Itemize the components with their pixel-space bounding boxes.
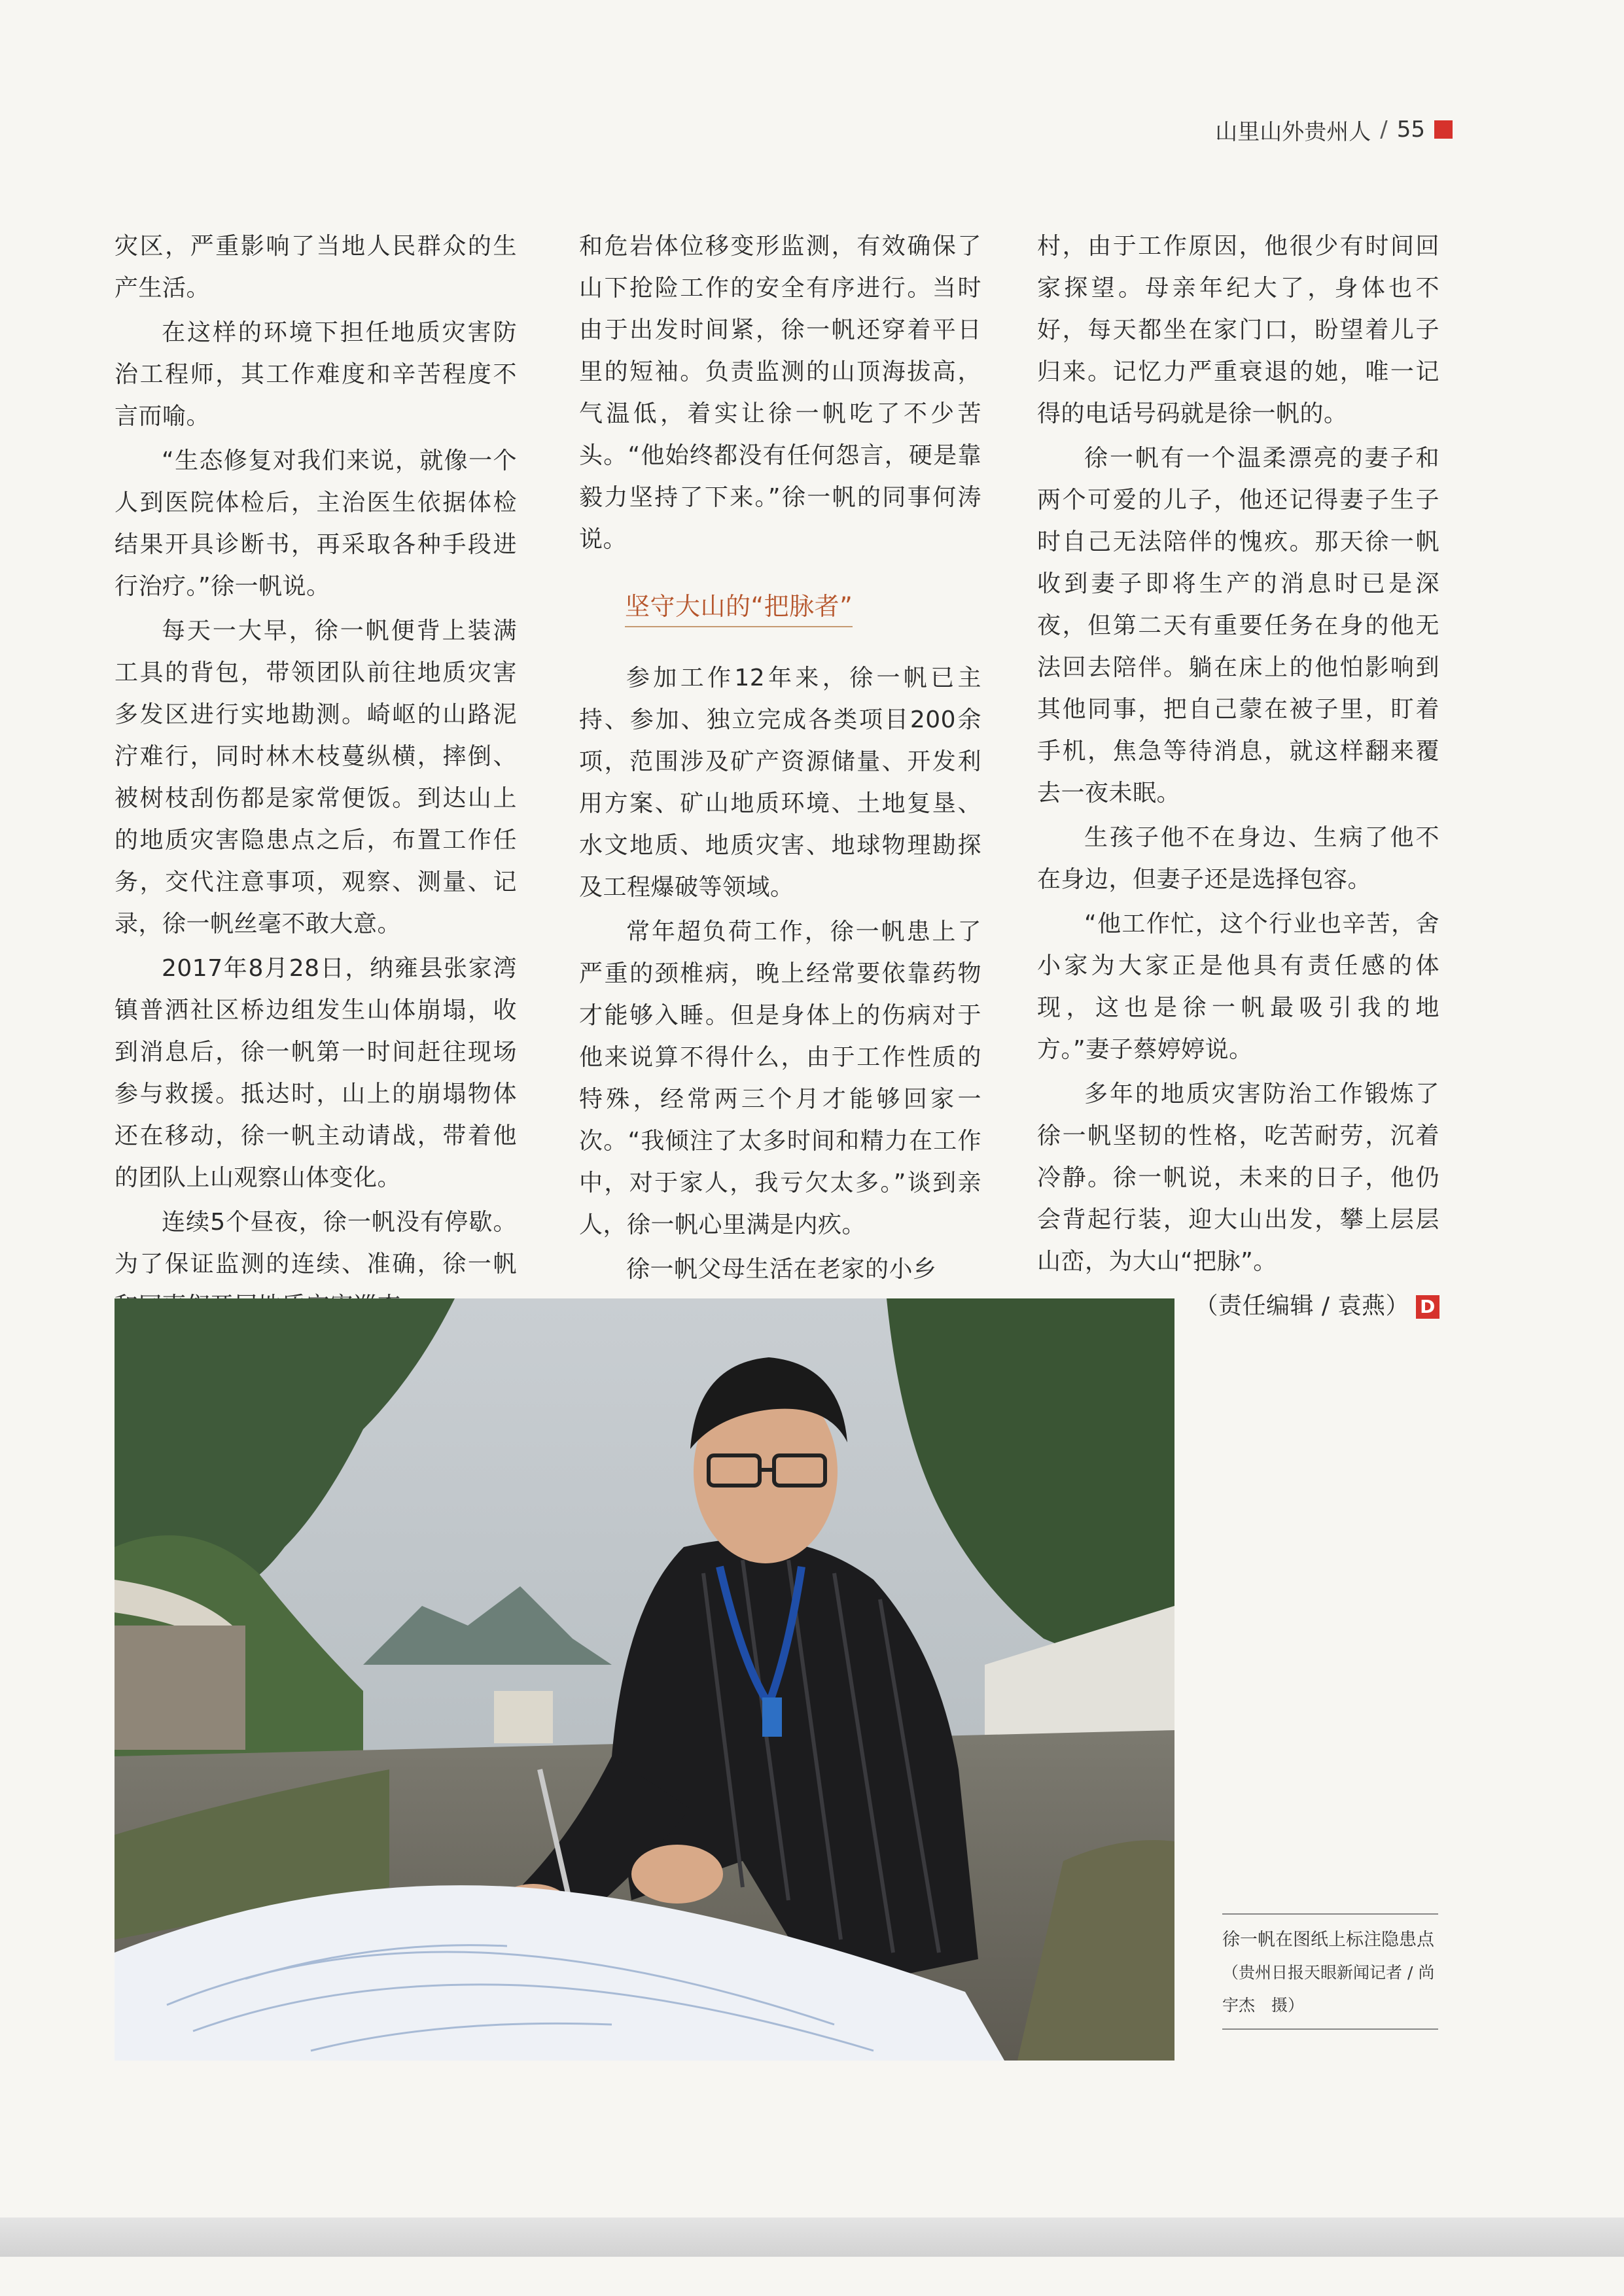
- paragraph: 常年超负荷工作，徐一帆患上了严重的颈椎病，晚上经常要依靠药物才能够入睡。但是身体上的伤病对于他来说算不得什么，由于工作性质的特殊，经常两三个月才能够回家一次。“我倾注了太多时间和精力在工作中，对于家人，我亏欠太多。”谈到亲人，徐一帆心里满是内疚。: [579, 918, 981, 1238]
- paragraph: 多年的地质灾害防治工作锻炼了徐一帆坚韧的性格，吃苦耐劳，沉着冷静。徐一帆说，未来的日子，他仍会背起行装，迎大山出发，攀上层层山峦，为大山“把脉”。: [1037, 1081, 1439, 1275]
- photo-caption: [1222, 1913, 1438, 2030]
- paragraph: 连续5个昼夜，徐一帆没有停歇。为了保证监测的连续、准确，徐一帆: [115, 1209, 517, 1278]
- section-title: 坚守大山的“把脉者”: [625, 588, 853, 627]
- page-number: 55: [1396, 116, 1425, 143]
- end-mark-icon: D: [1416, 1295, 1439, 1319]
- paragraph: 徐一帆父母生活在老家的小乡: [626, 1256, 937, 1283]
- page-header: [1191, 110, 1453, 149]
- column-3: [1037, 226, 1439, 1319]
- section-name: 山里山外贵州人: [1215, 118, 1371, 145]
- paragraph: 每天一大早，徐一帆便背上装满工具的背包，带领团队前往地质灾害多发区进行实地勘测。崎岖的山路泥泞难行，同时林木枝蔓纵横，摔倒、被树枝刮伤都是家常便饭。到达山上的地质灾害隐患点之后，布置工作任务，交代注意事项，观察、测量、记录，徐一帆丝毫不敢大意。: [115, 617, 517, 937]
- paragraph: 和危岩体位移变形监测，有效确保了山下抢险工作的安全有序进行。当时由于出发时间紧，徐一帆还穿着平日里的短袖。负责监测的山顶海拔高，气温低，着实让徐一帆吃了不少苦头。“他始终都没有任何怨言，硬是靠毅力坚持了下来。”徐一帆的同事何涛说。: [579, 233, 981, 553]
- caption-credit: （贵州日报天眼新闻记者 / 尚宇杰 摄）: [1222, 1963, 1435, 2015]
- paragraph: 2017年8月28日，纳雍县张家湾镇普洒社区桥边组发生山体崩塌，收到消息后，徐一帆第一时间赶往现场参与救援。抵达时，山上的崩塌物体还在移动，徐一帆主动请战，带着他的团队上山观察山体变化。: [115, 955, 517, 1191]
- paragraph: 村，由于工作原因，他很少有时间回家探望。母亲年纪大了，身体也不好，每天都坐在家门口，盼望着儿子归来。记忆力严重衰退的她，唯一记得的电话号码就是徐一帆的。: [1037, 233, 1439, 427]
- paragraph: “生态修复对我们来说，就像一个人到医院体检后，主治医生依据体检结果开具诊断书，再采取各种手段进行治疗。”徐一帆说。: [115, 447, 517, 600]
- editor-credit: （责任编辑 / 袁燕）: [1194, 1293, 1409, 1319]
- paragraph: 在这样的环境下担任地质灾害防治工程师，其工作难度和辛苦程度不言而喻。: [115, 319, 517, 430]
- paragraph: 生孩子他不在身边、生病了他不在身边，但妻子还是选择包容。: [1037, 824, 1439, 893]
- red-square-icon: [1434, 120, 1453, 139]
- paragraph: 参加工作12年来，徐一帆已主持、参加、独立完成各类项目200余项，范围涉及矿产资源储量、开发利用方案、矿山地质环境、土地复垦、水文地质、地质灾害、地球物理勘探及工程爆破等领域。: [579, 665, 981, 901]
- column-1: [115, 226, 517, 1278]
- paragraph: 徐一帆有一个温柔漂亮的妻子和两个可爱的儿子，他还记得妻子生子时自己无法陪伴的愧疚。那天徐一帆收到妻子即将生产的消息时已是深夜，但第二天有重要任务在身的他无法回去陪伴。躺在床上的他怕影响到其他同事，把自己蒙在被子里，盯着手机，焦急等待消息，就这样翻来覆去一夜未眠。: [1037, 445, 1439, 807]
- column-2: [579, 226, 981, 1283]
- section-heading: [579, 587, 981, 629]
- paragraph: “他工作忙，这个行业也辛苦，舍小家为大家正是他具有责任感的体现，这也是徐一帆最吸引我的地方。”妻子蔡婷婷说。: [1037, 911, 1439, 1063]
- header-separator: /: [1380, 116, 1388, 143]
- article-photo: [115, 1298, 1174, 2061]
- paragraph: 灾区，严重影响了当地人民群众的生产生活。: [115, 233, 517, 302]
- caption-text: 徐一帆在图纸上标注隐患点: [1222, 1930, 1434, 1950]
- scan-bottom-band: [0, 2218, 1624, 2257]
- photo-illustration: [115, 1298, 1174, 2061]
